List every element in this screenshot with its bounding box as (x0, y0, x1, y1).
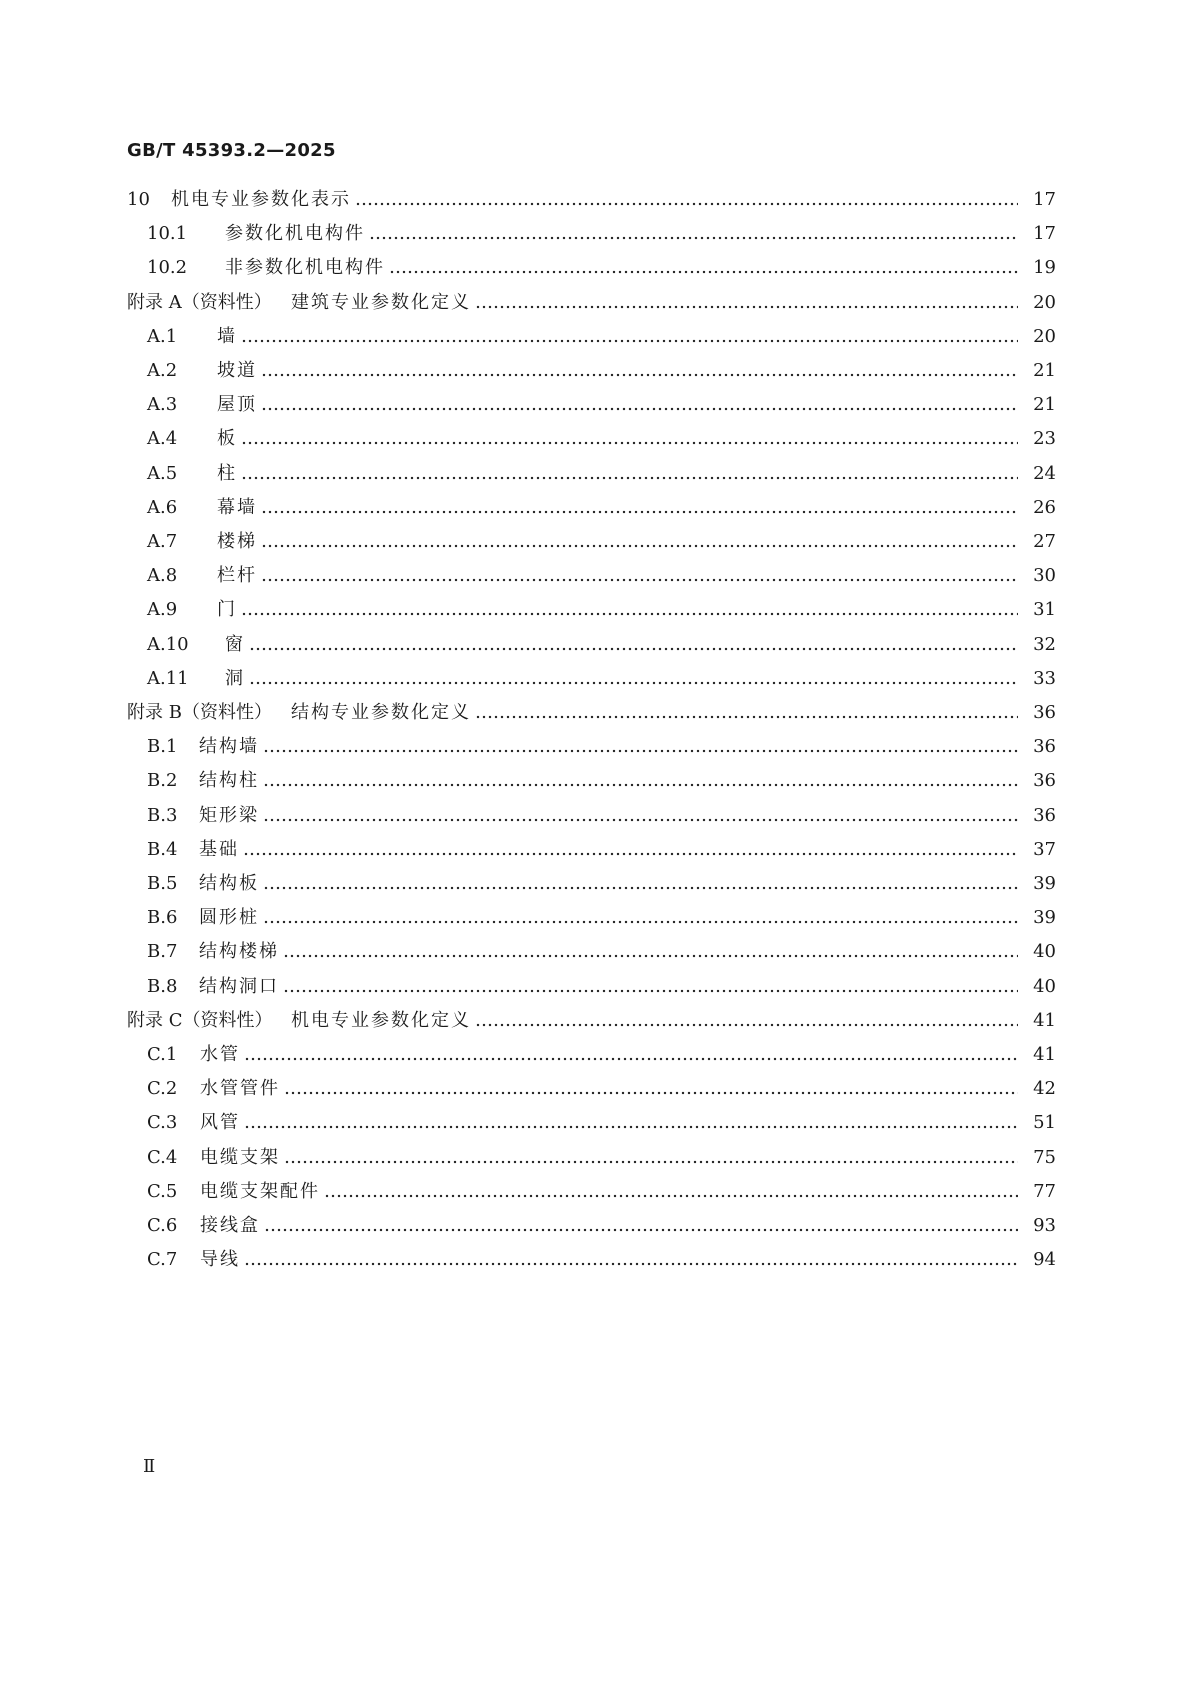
toc-entry-number: A.1 (147, 325, 178, 347)
dot-leader (284, 1160, 1018, 1164)
dot-leader (261, 578, 1018, 582)
toc-entry-number: 附录 C（资料性） (127, 1009, 273, 1031)
toc-entry[interactable] (127, 1036, 1056, 1066)
dot-leader (243, 852, 1018, 856)
toc-entry-number: B.8 (147, 975, 178, 997)
dot-leader (475, 305, 1018, 309)
toc-entry-number: C.3 (147, 1112, 178, 1134)
toc-entry[interactable] (127, 728, 1056, 758)
toc-entry-page: 23 (1033, 428, 1056, 450)
toc-entry-number: A.8 (147, 565, 178, 587)
toc-entry-page: 77 (1033, 1180, 1056, 1202)
toc-entry[interactable] (127, 489, 1056, 519)
toc-entry-title: 楼梯 (217, 531, 257, 552)
toc-entry-page: 94 (1033, 1249, 1056, 1271)
toc-entry[interactable] (127, 1002, 1056, 1032)
toc-entry[interactable] (127, 181, 1056, 211)
dot-leader (283, 954, 1018, 958)
dot-leader (261, 373, 1018, 377)
page-number: Ⅱ (143, 1456, 156, 1477)
toc-entry-number: B.6 (147, 907, 178, 929)
dot-leader (261, 544, 1018, 548)
toc-entry-page: 20 (1033, 325, 1056, 347)
toc-entry[interactable] (127, 899, 1056, 929)
toc-entry-page: 93 (1033, 1215, 1056, 1236)
toc-entry-number: B.7 (147, 941, 178, 963)
dot-leader (324, 1194, 1018, 1198)
toc-entry-title: 结构板 (199, 873, 259, 894)
toc-entry[interactable] (127, 865, 1056, 895)
toc-entry-title: 参数化机电构件 (225, 223, 365, 245)
toc-entry-page: 36 (1033, 736, 1056, 758)
toc-entry[interactable] (127, 455, 1056, 485)
toc-entry-title: 结构柱 (199, 770, 259, 792)
toc-entry-number: A.6 (147, 496, 178, 518)
toc-entry-number: A.2 (147, 360, 178, 381)
toc-entry-number: A.4 (147, 428, 178, 450)
toc-entry[interactable] (127, 1070, 1056, 1100)
dot-leader (261, 510, 1018, 514)
dot-leader (389, 270, 1018, 274)
dot-leader (244, 1057, 1018, 1061)
toc-entry[interactable] (127, 831, 1056, 861)
toc-entry-page: 19 (1033, 257, 1056, 279)
toc-entry-number: A.5 (147, 462, 178, 484)
toc-entry-page: 51 (1033, 1112, 1056, 1134)
toc-entry-page: 32 (1033, 633, 1056, 655)
toc-entry-title: 窗 (225, 633, 245, 655)
toc-entry-title: 屋顶 (217, 394, 257, 416)
dot-leader (355, 202, 1018, 206)
dot-leader (249, 647, 1018, 651)
dot-leader (244, 1262, 1018, 1266)
dot-leader (283, 989, 1018, 993)
toc-entry-number: A.10 (147, 633, 189, 655)
toc-entry[interactable] (127, 249, 1056, 279)
toc-entry-title: 墙 (217, 325, 237, 347)
dot-leader (369, 236, 1018, 240)
toc-entry-title: 门 (217, 599, 237, 621)
toc-entry-title: 洞 (225, 667, 245, 689)
toc-entry-title: 结构专业参数化定义 (291, 702, 471, 723)
toc-entry-page: 17 (1033, 189, 1056, 210)
toc-entry[interactable] (127, 660, 1056, 690)
toc-entry-title: 结构洞口 (199, 975, 279, 997)
toc-entry-title: 机电专业参数化表示 (171, 189, 351, 210)
toc-entry-number: B.3 (147, 804, 178, 826)
toc-entry-number: B.5 (147, 873, 178, 894)
toc-entry-page: 41 (1033, 1009, 1056, 1031)
toc-entry-number: 10 (127, 189, 150, 210)
toc-entry[interactable] (127, 523, 1056, 553)
dot-leader (263, 818, 1018, 822)
toc-entry-number: A.3 (147, 394, 178, 416)
dot-leader (241, 339, 1018, 343)
toc-entry-title: 柱 (217, 462, 237, 484)
toc-entry-page: 31 (1033, 599, 1056, 621)
toc-entry-page: 17 (1033, 223, 1056, 245)
toc-entry-title: 矩形梁 (199, 804, 259, 826)
dot-leader (261, 407, 1018, 411)
toc-entry[interactable] (127, 1104, 1056, 1134)
dot-leader (244, 1125, 1018, 1129)
toc-entry[interactable] (127, 797, 1056, 827)
toc-entry-number: A.11 (147, 667, 189, 689)
toc-entry-number: 10.2 (147, 257, 188, 279)
toc-entry-number: C.1 (147, 1044, 178, 1065)
toc-entry-page: 33 (1033, 667, 1056, 689)
toc-entry[interactable] (127, 284, 1056, 314)
toc-entry-page: 30 (1033, 565, 1056, 587)
toc-entry-title: 圆形桩 (199, 907, 259, 929)
dot-leader (241, 441, 1018, 445)
toc-entry-page: 36 (1033, 702, 1056, 723)
toc-entry-page: 40 (1033, 975, 1056, 997)
toc-entry-number: B.4 (147, 838, 178, 860)
toc-entry-number: C.2 (147, 1078, 178, 1100)
toc-entry-number: C.4 (147, 1146, 178, 1168)
toc-entry[interactable] (127, 626, 1056, 656)
toc-entry-number: C.7 (147, 1249, 178, 1271)
toc-entry-title: 结构楼梯 (199, 941, 279, 963)
toc-entry-page: 39 (1033, 873, 1056, 894)
toc-entry-page: 40 (1033, 941, 1056, 963)
toc-entry-page: 24 (1033, 462, 1056, 484)
dot-leader (241, 476, 1018, 480)
toc-entry-page: 21 (1033, 394, 1056, 416)
toc-entry-page: 36 (1033, 770, 1056, 792)
toc-entry-title: 电缆支架 (200, 1146, 280, 1168)
dot-leader (241, 612, 1018, 616)
toc-entry[interactable] (127, 386, 1056, 416)
toc-entry-page: 75 (1033, 1146, 1056, 1168)
toc-entry-page: 21 (1033, 360, 1056, 381)
dot-leader (263, 783, 1018, 787)
toc-entry[interactable] (127, 557, 1056, 587)
dot-leader (284, 1091, 1018, 1095)
toc-entry-title: 幕墙 (217, 496, 257, 518)
toc-entry[interactable] (127, 215, 1056, 245)
dot-leader (263, 749, 1018, 753)
toc-entry[interactable] (127, 1241, 1056, 1271)
toc-entry-title: 风管 (200, 1112, 240, 1134)
toc-entry[interactable] (127, 968, 1056, 998)
toc-entry-page: 27 (1033, 531, 1056, 552)
toc-entry-title: 电缆支架配件 (200, 1180, 320, 1202)
toc-entry-title: 机电专业参数化定义 (291, 1009, 471, 1031)
toc-entry-page: 42 (1033, 1078, 1056, 1100)
dot-leader (263, 886, 1018, 890)
toc-entry[interactable] (127, 352, 1056, 382)
toc-entry-page: 39 (1033, 907, 1056, 929)
toc-entry-number: C.5 (147, 1180, 178, 1202)
dot-leader (475, 715, 1018, 719)
toc-entry-number: A.7 (147, 531, 178, 552)
toc-entry[interactable] (127, 762, 1056, 792)
toc-entry-number: A.9 (147, 599, 178, 621)
toc-entry-number: C.6 (147, 1215, 178, 1236)
toc-entry[interactable] (127, 1139, 1056, 1169)
standard-number: GB/T 45393.2—2025 (127, 140, 336, 161)
toc-entry[interactable] (127, 694, 1056, 724)
toc-entry-page: 41 (1033, 1044, 1056, 1065)
toc-entry-title: 基础 (199, 838, 239, 860)
toc-entry[interactable] (127, 933, 1056, 963)
toc-entry-number: 附录 A（资料性） (127, 291, 272, 313)
toc-entry-title: 水管 (200, 1044, 240, 1065)
toc-entry-page: 26 (1033, 496, 1056, 518)
dot-leader (264, 1228, 1018, 1232)
toc-entry[interactable] (127, 420, 1056, 450)
dot-leader (475, 1023, 1018, 1027)
toc-entry-page: 37 (1033, 838, 1056, 860)
toc-entry-page: 36 (1033, 804, 1056, 826)
dot-leader (249, 681, 1018, 685)
toc-entry-title: 水管管件 (200, 1078, 280, 1100)
toc-entry-number: 附录 B（资料性） (127, 702, 272, 723)
toc-entry-title: 坡道 (217, 360, 257, 381)
toc-entry[interactable] (127, 1173, 1056, 1203)
toc-entry-page: 20 (1033, 291, 1056, 313)
toc-entry-title: 结构墙 (199, 736, 259, 758)
toc-entry-title: 板 (217, 428, 237, 450)
toc-entry-title: 建筑专业参数化定义 (291, 291, 471, 313)
toc-entry-number: 10.1 (147, 223, 188, 245)
toc-entry-number: B.2 (147, 770, 178, 792)
toc-entry-number: B.1 (147, 736, 178, 758)
toc-entry[interactable] (127, 591, 1056, 621)
toc-entry[interactable] (127, 1207, 1056, 1237)
toc-entry-title: 栏杆 (217, 565, 257, 587)
toc-entry-title: 导线 (200, 1249, 240, 1271)
toc-entry-title: 非参数化机电构件 (225, 257, 385, 279)
dot-leader (263, 920, 1018, 924)
toc-entry[interactable] (127, 318, 1056, 348)
toc-entry-title: 接线盒 (200, 1215, 260, 1236)
